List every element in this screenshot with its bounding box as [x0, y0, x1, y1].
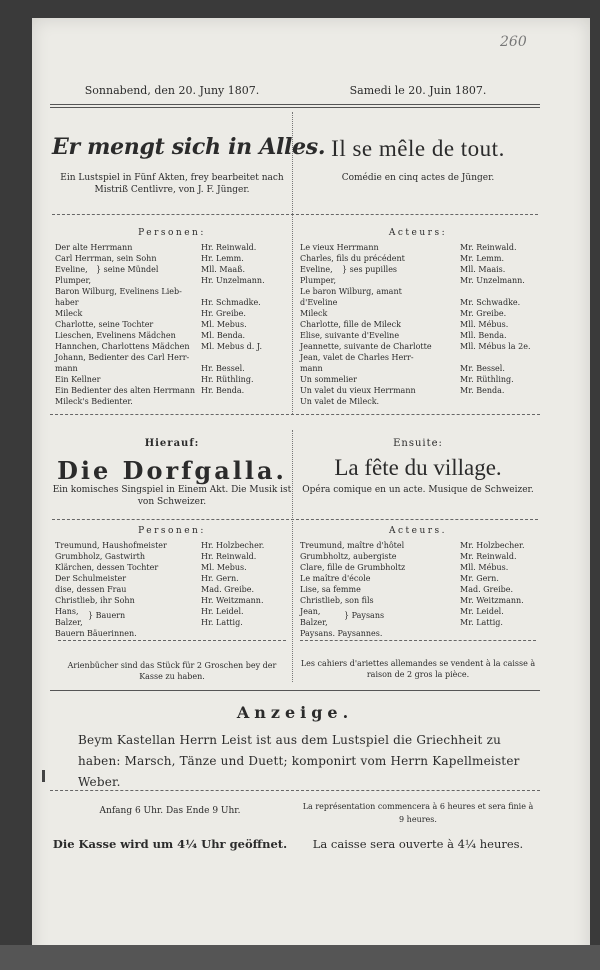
- role-name: Treumund, Haushofmeister: [55, 541, 167, 550]
- role-name: Eveline,: [55, 265, 88, 274]
- actor-name: Hr. Holzbecher.: [201, 541, 265, 550]
- role-name: Baron Wilburg, Evelinens Lieb-: [55, 287, 182, 296]
- play2-cast-list-french: [300, 540, 536, 639]
- actor-name: Mr. Rüthling.: [460, 375, 514, 384]
- role-name: Plumper,: [300, 276, 337, 285]
- role-name: Bauern Bäuerinnen.: [55, 629, 137, 638]
- play2-subtitle-french: Opéra comique en un acte. Musique de Schweizer.: [302, 485, 534, 495]
- actor-name: Mll. Mébus.: [460, 563, 509, 572]
- header-rule: [50, 104, 540, 105]
- role-name: Mileck: [55, 309, 83, 318]
- actor-name: Hr. Gern.: [201, 574, 239, 583]
- role-name: Charlotte, seine Tochter: [55, 320, 154, 329]
- role-name: Hannchen, Charlottens Mädchen: [55, 342, 190, 351]
- libretto-note-german: Arienbücher sind das Stück für 2 Groschen bey der Kasse zu haben.: [67, 661, 277, 681]
- role-name: Jeannette, suivante de Charlotte: [300, 342, 432, 351]
- actor-name: Mr. Benda.: [460, 386, 505, 395]
- role-name: Un sommelier: [300, 375, 357, 384]
- role-name: mann: [300, 364, 323, 373]
- brace-label: Bauern: [95, 611, 126, 620]
- cast-row: [55, 275, 291, 286]
- times-german: Anfang 6 Uhr. Das Ende 9 Uhr.: [99, 806, 241, 816]
- actor-name: Hr. Rüthling.: [201, 375, 254, 384]
- box-office-french: La caisse sera ouverte à 4¼ heures.: [312, 837, 524, 851]
- play1-cast-list-french: [300, 242, 536, 407]
- scan-background: [0, 945, 600, 970]
- actor-name: Hr. Bessel.: [201, 364, 245, 373]
- actor-name: Mll. Maais.: [460, 265, 506, 274]
- actor-name: Hr. Reinwald.: [201, 552, 257, 561]
- actor-name: Hr. Leidel.: [201, 607, 244, 616]
- role-name: Clare, fille de Grumbholtz: [300, 563, 406, 572]
- cast-row: [300, 308, 536, 319]
- manuscript-number: 260: [500, 34, 527, 50]
- box-office-german: Die Kasse wird um 4¼ Uhr geöffnet.: [52, 837, 288, 851]
- cast-row: [300, 573, 536, 584]
- role-name: Un valet du vieux Herrmann: [300, 386, 416, 395]
- actor-name: Ml. Benda.: [201, 331, 246, 340]
- cast-row: [55, 253, 291, 264]
- brace-label: ses pupilles: [349, 265, 398, 274]
- margin-mark: [42, 770, 45, 782]
- role-name: Jean, valet de Charles Herr-: [300, 353, 414, 362]
- role-name: Grumbholz, Gastwirth: [55, 552, 145, 561]
- role-name: Jean,: [300, 607, 321, 616]
- cast-row: [55, 297, 291, 308]
- cast-row: [55, 595, 291, 606]
- actor-name: Hr. Reinwald.: [201, 243, 257, 252]
- role-name: Christlieb, ihr Sohn: [55, 596, 135, 605]
- role-name: Treumund, maître d'hôtel: [300, 541, 405, 550]
- play1-title-french: Il se mêle de tout.: [331, 136, 505, 161]
- play1-title-german: Er mengt sich in Alles.: [52, 134, 326, 160]
- play2-title-french: La fête du village.: [334, 455, 502, 480]
- actor-name: Hr. Greibe.: [201, 309, 246, 318]
- cast-row: [55, 341, 291, 352]
- brace-label: Paysans: [351, 611, 385, 620]
- actor-name: Mr. Schwadke.: [460, 298, 521, 307]
- role-name: Lise, sa femme: [300, 585, 361, 594]
- play1-cast-list-german: [55, 242, 291, 407]
- actor-name: Mr. Leidel.: [460, 607, 504, 616]
- notice-title: Anzeige.: [236, 703, 354, 722]
- play2-title-german: Die Dorfgalla.: [57, 456, 287, 485]
- play1-cast-rule: [52, 214, 538, 215]
- play1-subtitle-german: Ein Lustspiel in Fünf Akten, frey bearbeitet nach Mistriß Centlivre, von J. F. Jünger.: [60, 173, 284, 195]
- role-name: mann: [55, 364, 78, 373]
- actor-name: Mll. Mébus.: [460, 320, 509, 329]
- actor-name: Ml. Mebus.: [201, 320, 247, 329]
- notice-text: Beym Kastellan Herrn Leist ist aus dem Lustspiel die Griechheit zu haben: Marsch, Tänze und Duett; komponirt vom Herrn Kapellmeister Weber.: [78, 733, 520, 789]
- role-name: Charles, fils du précédent: [300, 254, 405, 263]
- role-name: Lieschen, Evelinens Mädchen: [55, 331, 176, 340]
- note-rule-french: [300, 640, 536, 641]
- role-name: Paysans. Paysannes.: [300, 629, 383, 638]
- actor-name: Mr. Lemm.: [460, 254, 504, 263]
- actor-name: Mll. Benda.: [460, 331, 507, 340]
- play1-cast-heading-german: Personen:: [138, 228, 206, 238]
- cast-row: [55, 540, 291, 551]
- actor-name: Mr. Reinwald.: [460, 552, 517, 561]
- role-name: d'Eveline: [300, 298, 338, 307]
- header-rule-2: [50, 107, 540, 108]
- cast-row: [55, 584, 291, 595]
- actor-name: Mr. Greibe.: [460, 309, 507, 318]
- play2-cast-rule: [52, 519, 538, 520]
- actor-name: Hr. Weitzmann.: [201, 596, 264, 605]
- cast-row: [300, 341, 536, 352]
- play2-then-german: Hierauf:: [144, 438, 200, 449]
- cast-row: [300, 275, 536, 286]
- date-german: Sonnabend, den 20. Juny 1807.: [84, 84, 260, 97]
- brace-label: seine Mündel: [103, 265, 159, 274]
- actor-name: Ml. Mebus d. J.: [201, 342, 263, 351]
- role-name: Mileck: [300, 309, 328, 318]
- role-name: Balzer,: [55, 618, 83, 627]
- actor-name: Hr. Lattig.: [201, 618, 243, 627]
- role-name: Der alte Herrmann: [55, 243, 133, 252]
- cast-row: [300, 617, 536, 628]
- actor-name: Mad. Greibe.: [460, 585, 514, 594]
- section-divider: [50, 414, 540, 415]
- role-name: Eveline,: [300, 265, 333, 274]
- role-name: Hans,: [55, 607, 79, 616]
- notice-rule-top: [50, 690, 540, 691]
- role-name: Christlieb, son fils: [300, 596, 374, 605]
- actor-name: Mr. Bessel.: [460, 364, 505, 373]
- column-divider-2: [292, 430, 293, 682]
- cast-row: [300, 374, 536, 385]
- actor-name: Hr. Unzelmann.: [201, 276, 265, 285]
- cast-row: [300, 297, 536, 308]
- play2-cast-heading-german: Personen:: [138, 526, 206, 536]
- role-name: Plumper,: [55, 276, 92, 285]
- cast-row: [55, 551, 291, 562]
- role-name: Carl Herrman, sein Sohn: [55, 254, 157, 263]
- actor-name: Ml. Mebus.: [201, 563, 247, 572]
- role-name: Ein Kellner: [55, 375, 101, 384]
- cast-row: [300, 253, 536, 264]
- actor-name: Mr. Gern.: [460, 574, 499, 583]
- play1-subtitle-french: Comédie en cinq actes de Jünger.: [341, 173, 495, 183]
- play2-cast-list-german: [55, 540, 291, 639]
- role-name: Mileck's Bedienter.: [55, 397, 133, 406]
- play2-then-french: Ensuite:: [393, 438, 443, 449]
- role-name: Un valet de Mileck.: [300, 397, 380, 406]
- cast-row: [55, 286, 291, 297]
- cast-row: [300, 562, 536, 573]
- cast-row: [300, 319, 536, 330]
- cast-row: [300, 286, 536, 297]
- play2-cast-heading-french: Acteurs.: [388, 526, 448, 536]
- cast-row: [300, 352, 536, 363]
- role-name: Balzer,: [300, 618, 328, 627]
- cast-row: [300, 385, 536, 396]
- role-name: Johann, Bedienter des Carl Herr-: [55, 353, 190, 362]
- cast-row: [55, 385, 291, 396]
- cast-row: [300, 628, 536, 639]
- cast-row: [55, 308, 291, 319]
- actor-name: Mll. Maaß.: [201, 265, 246, 274]
- actor-name: Mr. Holzbecher.: [460, 541, 525, 550]
- date-french: Samedi le 20. Juin 1807.: [349, 84, 487, 97]
- cast-row: [55, 330, 291, 341]
- cast-row: [55, 628, 291, 639]
- role-name: Ein Bedienter des alten Herrmann: [55, 386, 196, 395]
- role-name: Klärchen, dessen Tochter: [55, 563, 159, 572]
- cast-row: [300, 242, 536, 253]
- cast-row: [300, 330, 536, 341]
- role-name: Le maître d'école: [300, 574, 371, 583]
- actor-name: Mll. Mébus la 2e.: [460, 342, 531, 351]
- cast-row: [300, 363, 536, 374]
- role-name: Le vieux Herrmann: [300, 243, 379, 252]
- cast-row: [55, 352, 291, 363]
- role-name: Der Schulmeister: [55, 574, 127, 583]
- cast-row: [55, 242, 291, 253]
- cast-row: [300, 264, 536, 275]
- play1-brace-german: } seine Mündel: [96, 265, 159, 274]
- cast-row: [300, 540, 536, 551]
- play2-brace-german: } Bauern: [88, 611, 126, 620]
- libretto-note-french: Les cahiers d'ariettes allemandes se vendent à la caisse à raison de 2 gros la pièce.: [300, 659, 536, 679]
- play2-brace-french: } Paysans: [344, 611, 385, 620]
- actor-name: Mr. Lattig.: [460, 618, 503, 627]
- play1-brace-french: } ses pupilles: [342, 265, 398, 274]
- cast-row: [55, 319, 291, 330]
- role-name: Charlotte, fille de Mileck: [300, 320, 401, 329]
- role-name: dise, dessen Frau: [55, 585, 127, 594]
- role-name: Elise, suivante d'Eveline: [300, 331, 400, 340]
- footer-rule: [50, 790, 540, 791]
- actor-name: Mr. Reinwald.: [460, 243, 517, 252]
- actor-name: Hr. Schmadke.: [201, 298, 261, 307]
- actor-name: Hr. Lemm.: [201, 254, 244, 263]
- play2-subtitle-german: Ein komisches Singspiel in Einem Akt. Die Musik ist von Schweizer.: [52, 485, 292, 507]
- cast-row: [55, 374, 291, 385]
- play1-cast-heading-french: Acteurs:: [388, 228, 448, 238]
- note-rule-german: [58, 640, 286, 641]
- cast-row: [55, 363, 291, 374]
- role-name: Le baron Wilburg, amant: [300, 287, 402, 296]
- cast-row: [55, 264, 291, 275]
- cast-row: [300, 606, 536, 617]
- cast-row: [300, 584, 536, 595]
- role-name: Grumbholtz, aubergiste: [300, 552, 397, 561]
- actor-name: Hr. Benda.: [201, 386, 245, 395]
- cast-row: [300, 595, 536, 606]
- actor-name: Mr. Weitzmann.: [460, 596, 524, 605]
- cast-row: [55, 573, 291, 584]
- actor-name: Mr. Unzelmann.: [460, 276, 525, 285]
- actor-name: Mad. Greibe.: [201, 585, 255, 594]
- role-name: haber: [55, 298, 79, 307]
- cast-row: [55, 562, 291, 573]
- cast-row: [300, 396, 536, 407]
- cast-row: [300, 551, 536, 562]
- cast-row: [55, 396, 291, 407]
- times-french: La représentation commencera à 6 heures et sera finie à 9 heures.: [302, 802, 534, 824]
